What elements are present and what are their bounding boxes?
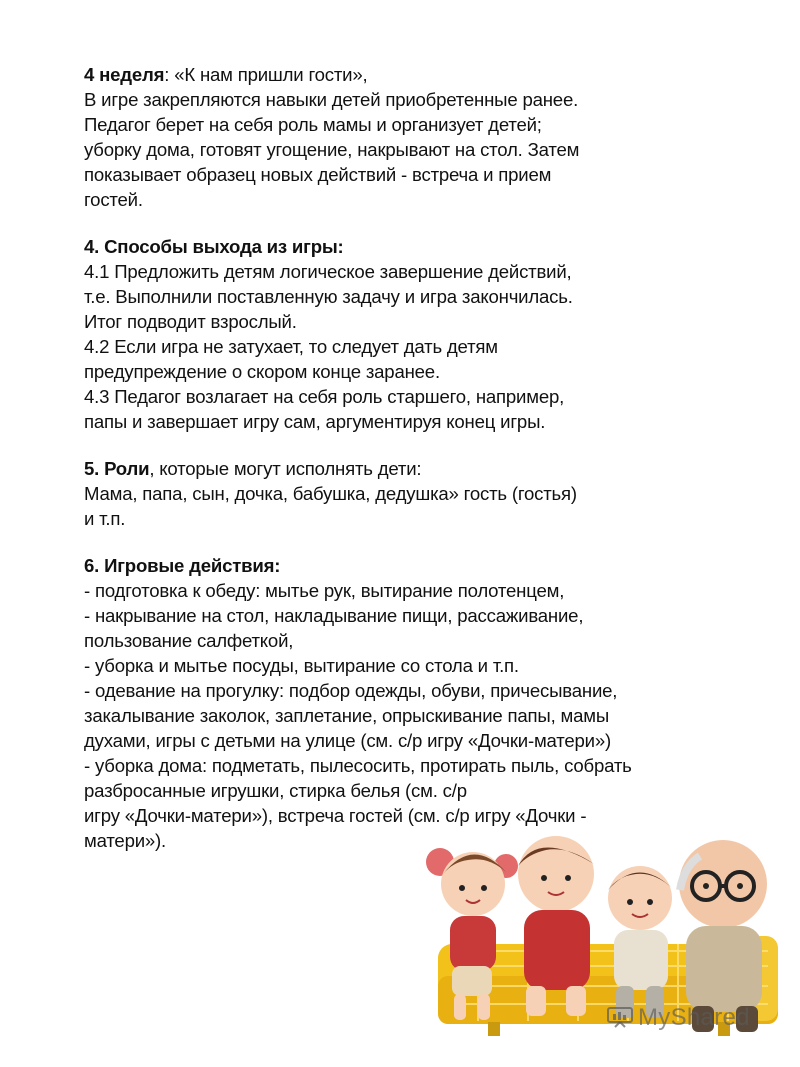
- actions-line: - уборка и мытье посуды, вытирание со стола и т.п.: [84, 655, 519, 676]
- actions-line: игру «Дочки-матери»), встреча гостей (см. с/р игру «Дочки -: [84, 805, 587, 826]
- exit-line: предупреждение о скором конце заранее.: [84, 361, 440, 382]
- watermark: [606, 1004, 750, 1032]
- presentation-board-icon: [606, 1006, 634, 1028]
- watermark-text: MyShared: [638, 1004, 750, 1031]
- roles-heading-rest: , которые могут исполнять дети:: [149, 458, 422, 479]
- document-body: [84, 62, 764, 853]
- actions-line: закалывание заколок, заплетание, опрыскивание папы, мамы: [84, 705, 609, 726]
- actions-heading: 6. Игровые действия:: [84, 555, 281, 576]
- week4-line: Педагог берет на себя роль мамы и организует детей;: [84, 114, 542, 135]
- mother-figure-icon: [518, 836, 594, 1016]
- actions-line: матери»).: [84, 830, 166, 851]
- week4-line: В игре закрепляются навыки детей приобретенные ранее.: [84, 89, 579, 110]
- actions-line: - подготовка к обеду: мытье рук, вытирание полотенцем,: [84, 580, 565, 601]
- exit-line: 4.2 Если игра не затухает, то следует дать детям: [84, 336, 498, 357]
- roles-line: Мама, папа, сын, дочка, бабушка, дедушка» гость (гостья): [84, 483, 577, 504]
- week4-line: гостей.: [84, 189, 143, 210]
- actions-line: - накрывание на стол, накладывание пищи, рассаживание,: [84, 605, 584, 626]
- roles-heading-line: [84, 456, 764, 481]
- week4-heading: 4 неделя: [84, 64, 165, 85]
- roles-line: и т.п.: [84, 508, 126, 529]
- actions-line: духами, игры с детьми на улице (см. с/р игру «Дочки-матери»): [84, 730, 611, 751]
- week4-heading-rest: : «К нам пришли гости»,: [164, 64, 368, 85]
- actions-line: разбросанные игрушки, стирка белья (см. с/р: [84, 780, 467, 801]
- roles-heading: 5. Роли: [84, 458, 150, 479]
- week4-heading-line: [84, 62, 764, 87]
- week4-line: показывает образец новых действий - встреча и прием: [84, 164, 552, 185]
- actions-line: - одевание на прогулку: подбор одежды, обуви, причесывание,: [84, 680, 618, 701]
- exit-line: Итог подводит взрослый.: [84, 311, 297, 332]
- week4-line: уборку дома, готовят угощение, накрывают на стол. Затем: [84, 139, 580, 160]
- exit-line: папы и завершает игру сам, аргументируя конец игры.: [84, 411, 546, 432]
- actions-line: - уборка дома: подметать, пылесосить, протирать пыль, собрать: [84, 755, 632, 776]
- exit-line: т.е. Выполнили поставленную задачу и игра закончилась.: [84, 286, 573, 307]
- exit-line: 4.1 Предложить детям логическое завершение действий,: [84, 261, 572, 282]
- actions-line: пользование салфеткой,: [84, 630, 294, 651]
- exit-line: 4.3 Педагог возлагает на себя роль старшего, например,: [84, 386, 565, 407]
- exit-heading: 4. Способы выхода из игры:: [84, 236, 344, 257]
